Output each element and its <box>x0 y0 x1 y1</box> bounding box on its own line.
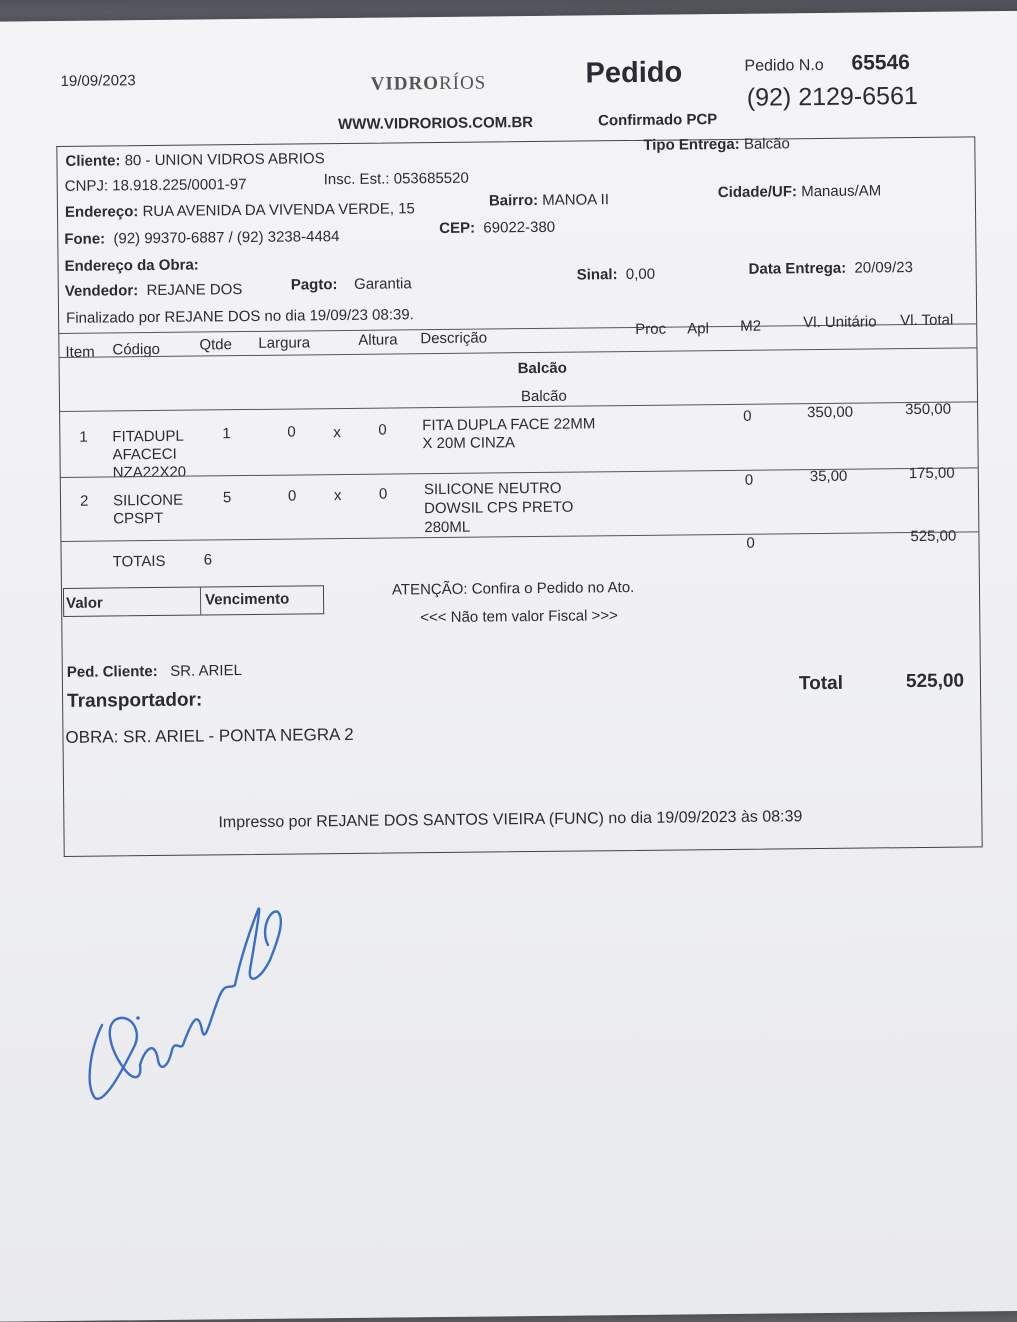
delivery-date <box>749 259 913 278</box>
cep-value: 69022-380 <box>483 218 556 237</box>
row2-times: x <box>333 487 342 505</box>
seller-label: Vendedor: <box>64 282 139 300</box>
col-vl-total: Vl. Total <box>900 311 954 330</box>
totals-m2: 0 <box>746 534 755 552</box>
totals-label: TOTAIS <box>112 552 166 571</box>
order-number: 65546 <box>851 51 911 75</box>
client-label: Cliente: <box>65 152 121 170</box>
company-logo <box>371 72 487 95</box>
deposit <box>577 266 656 284</box>
phone-label: Fone: <box>64 230 106 248</box>
row1-code <box>112 428 186 483</box>
totals-value: 525,00 <box>910 527 957 546</box>
col-qtde: Qtde <box>199 336 233 354</box>
row2-code <box>113 492 183 529</box>
work-address-label: Endereço da Obra: <box>64 256 199 275</box>
finalized-note: Finalizado por REJANE DOS no dia 19/09/23 08:39. <box>66 306 414 327</box>
row2-m2: 0 <box>744 471 754 489</box>
row2-height: 0 <box>378 485 388 503</box>
company-phone: (92) 2129-6561 <box>746 81 918 112</box>
client-order-label: Ped. Cliente: <box>66 662 158 681</box>
group-subtitle: Balcão <box>520 387 567 406</box>
client-insc-est: Insc. Est.: 053685520 <box>323 169 469 189</box>
phone-value: (92) 99370-6887 / (92) 3238-4484 <box>113 228 340 248</box>
district-label: Bairro: <box>488 191 539 210</box>
row1-qty: 1 <box>222 425 231 443</box>
row1-times: x <box>333 424 341 442</box>
client-order-value: SR. ARIEL <box>170 662 242 680</box>
row1-code-line: NZA22X20 <box>112 463 187 482</box>
grand-total-value: 525,00 <box>905 670 965 693</box>
address-value: RUA AVENIDA DA VIVENDA VERDE, 15 <box>142 200 415 221</box>
district-value: MANOA II <box>542 191 610 209</box>
printed-by: Impresso por REJANE DOS SANTOS VIEIRA (FUNC) no dia 19/09/2023 às 08:39 <box>218 808 803 832</box>
city-value: Manaus/AM <box>801 182 882 201</box>
client-city <box>718 182 882 201</box>
handwritten-signature <box>80 900 310 1110</box>
row2-item: 2 <box>79 492 89 510</box>
payment-due-label: Vencimento <box>204 590 290 609</box>
seller <box>65 281 243 300</box>
col-descricao: Descrição <box>420 329 488 348</box>
delivery-type-label: Tipo Entrega: <box>643 135 740 154</box>
payment-method <box>291 275 412 293</box>
payment-method-value: Garantia <box>354 275 412 293</box>
row2-desc-line: DOWSIL CPS PRETO <box>424 498 574 518</box>
row2-code-line: CPSPT <box>113 509 164 528</box>
delivery-date-value: 20/09/23 <box>854 259 913 277</box>
delivery-type <box>643 135 790 154</box>
row2-description <box>424 479 574 538</box>
row1-unit-price: 350,00 <box>807 403 854 422</box>
col-apl: Apl <box>687 320 710 338</box>
row2-desc-line: SILICONE NEUTRO <box>423 479 562 499</box>
order-status: Confirmado PCP <box>597 111 718 130</box>
col-altura: Altura <box>358 331 398 349</box>
row1-description <box>422 415 595 453</box>
totals-qty: 6 <box>203 551 213 569</box>
group-title: Balcão <box>517 359 567 378</box>
row1-total: 350,00 <box>905 400 952 419</box>
logo-main: VIDRO <box>370 72 440 95</box>
work-note: OBRA: SR. ARIEL - PONTA NEGRA 2 <box>65 724 354 747</box>
client-phone <box>64 228 339 248</box>
row2-width: 0 <box>287 487 297 505</box>
row1-item: 1 <box>79 428 88 446</box>
row1-desc-line: X 20M CINZA <box>422 434 516 453</box>
client-cnpj: CNPJ: 18.918.225/0001-97 <box>64 176 247 195</box>
row1-height: 0 <box>378 421 387 439</box>
col-proc: Proc <box>635 320 667 338</box>
col-m2: M2 <box>740 317 762 335</box>
row1-code-line: FITADUPL <box>112 427 184 446</box>
col-item: Item <box>65 343 95 361</box>
row2-unit-price: 35,00 <box>809 467 848 486</box>
deposit-label: Sinal: <box>576 266 618 284</box>
col-vl-unitario: Vl. Unitário <box>803 313 877 332</box>
company-website: WWW.VIDRORIOS.COM.BR <box>338 114 534 134</box>
row1-code-line: AFACECI <box>112 445 177 464</box>
print-date: 19/09/2023 <box>60 72 136 90</box>
carrier-label: Transportador: <box>67 689 203 712</box>
delivery-date-label: Data Entrega: <box>748 259 847 278</box>
grand-total-label: Total <box>798 672 844 695</box>
deposit-value: 0,00 <box>625 265 656 284</box>
row2-desc-line: 280ML <box>424 518 471 537</box>
client-district <box>489 191 609 209</box>
payment-method-label: Pagto: <box>290 276 338 294</box>
row1-width: 0 <box>287 423 296 441</box>
order-number-label: Pedido N.o <box>744 56 824 75</box>
row2-total: 175,00 <box>908 464 955 483</box>
payment-value-label: Valor <box>66 594 103 612</box>
row1-m2: 0 <box>743 407 752 425</box>
col-codigo: Código <box>112 340 161 359</box>
row2-code-line: SILICONE <box>112 491 184 510</box>
address-label: Endereço: <box>64 203 139 221</box>
client-cep <box>439 219 555 237</box>
row1-desc-line: FITA DUPLA FACE 22MM <box>422 415 596 435</box>
col-largura: Largura <box>258 334 311 352</box>
fiscal-note: <<< Não tem valor Fiscal >>> <box>420 607 618 627</box>
cep-label: CEP: <box>439 219 476 237</box>
client-order <box>67 662 242 681</box>
client-name <box>65 150 324 170</box>
client-value: 80 - UNION VIDROS ABRIOS <box>124 150 325 170</box>
seller-value: REJANE DOS <box>146 281 243 300</box>
row2-qty: 5 <box>222 489 232 507</box>
logo-accent: RÍOS <box>438 72 487 94</box>
delivery-type-value: Balcão <box>743 135 790 153</box>
attention-note: ATENÇÃO: Confira o Pedido no Ato. <box>391 578 635 599</box>
order-document <box>0 10 1017 1322</box>
document-title: Pedido <box>585 56 683 90</box>
city-label: Cidade/UF: <box>717 183 798 202</box>
